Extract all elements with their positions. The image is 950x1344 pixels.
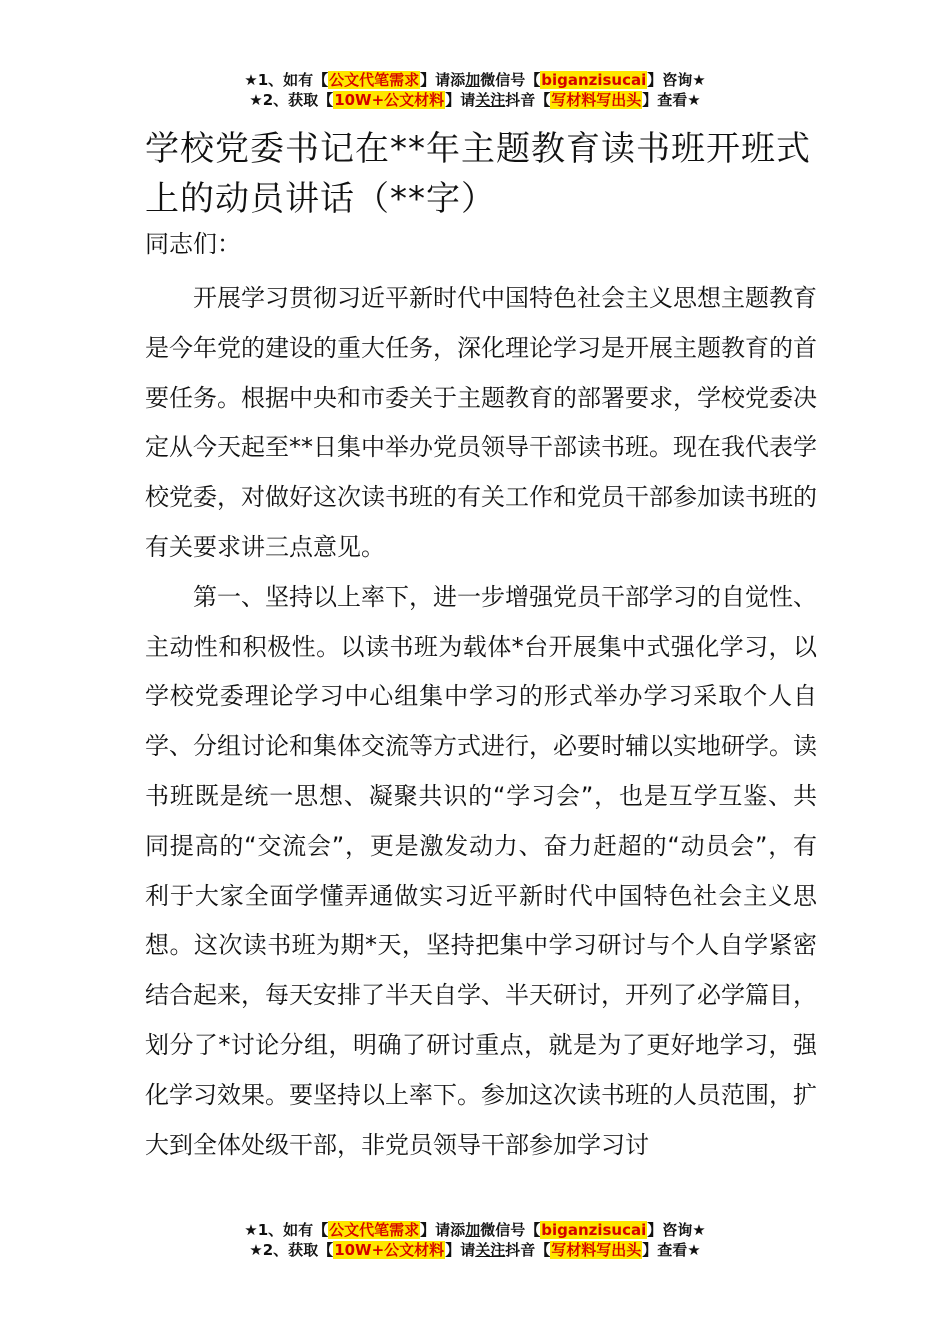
promo-text: ★2、获取【 bbox=[249, 91, 334, 109]
document-body bbox=[145, 274, 817, 1170]
promo-text: 】查看★ bbox=[642, 91, 701, 109]
promo-text: 】咨询★ bbox=[647, 1221, 706, 1239]
promo-highlight: 公文代笔需求 bbox=[329, 1221, 420, 1239]
promo-highlight: 写材料写出头 bbox=[551, 1241, 642, 1259]
promo-underlined: 关注 bbox=[475, 91, 506, 109]
salutation: 同志们： bbox=[145, 230, 241, 258]
promo-text: 】请添 bbox=[420, 1221, 466, 1239]
promo-highlight: biganzisucai bbox=[541, 71, 647, 89]
promo-underlined: 加 bbox=[465, 71, 481, 89]
promo-highlight: 10W+公文材料 bbox=[334, 1241, 445, 1259]
promo-text: 抖音【 bbox=[505, 91, 551, 109]
promo-text: ★1、如有【 bbox=[244, 1221, 329, 1239]
promo-underlined: 关注 bbox=[475, 1241, 506, 1259]
body-paragraph: 第一、坚持以上率下，进一步增强党员干部学习的自觉性、主动性和积极性。以读书班为载体*台开展集中式强化学习，以学校党委理论学习中心组集中学习的形式举办学习采取个人自学、分组讨论和集体交流等方式进行，必要时辅以实地研学。读书班既是统一思想、凝聚共识的“学习会”，也是互学互鉴、共同提高的“交流会”，更是激发动力、奋力赶超的“动员会”，有利于大家全面学懂弄通做实习近平新时代中国特色社会主义思想。这次读书班为期*天，坚持把集中学习研讨与个人自学紧密结合起来，每天安排了半天自学、半天研讨，开列了必学篇目，划分了*讨论分组，明确了研讨重点，就是为了更好地学习，强化学习效果。要坚持以上率下。参加这次读书班的人员范围，扩大到全体处级干部，非党员领导干部参加学习讨 bbox=[145, 582, 817, 1159]
promo-text: 抖音【 bbox=[505, 1241, 551, 1259]
promo-text: ★1、如有【 bbox=[244, 71, 329, 89]
promo-text: 】请添 bbox=[420, 71, 466, 89]
promo-highlight: biganzisucai bbox=[541, 1221, 647, 1239]
promo-highlight: 10W+公文材料 bbox=[334, 91, 445, 109]
promo-highlight: 公文代笔需求 bbox=[329, 71, 420, 89]
promo-highlight: 写材料写出头 bbox=[551, 91, 642, 109]
promo-line-2 bbox=[0, 90, 950, 110]
promo-text: 】咨询★ bbox=[647, 71, 706, 89]
promo-text: 】请 bbox=[445, 91, 476, 109]
promo-text: 微信号【 bbox=[480, 71, 541, 89]
promo-text: 】请 bbox=[445, 1241, 476, 1259]
promo-text: ★2、获取【 bbox=[249, 1241, 334, 1259]
promo-text: 】查看★ bbox=[642, 1241, 701, 1259]
promo-text: 微信号【 bbox=[480, 1221, 541, 1239]
document-title: 学校党委书记在**年主题教育读书班开班式上的动员讲话（**字） bbox=[145, 129, 811, 219]
body-paragraph: 开展学习贯彻习近平新时代中国特色社会主义思想主题教育是今年党的建设的重大任务，深化理论学习是开展主题教育的首要任务。根据中央和市委关于主题教育的部署要求，学校党委决定从今天起至**日集中举办党员领导干部读书班。现在我代表学校党委，对做好这次读书班的有关工作和党员干部参加读书班的有关要求讲三点意见。 bbox=[145, 284, 817, 561]
promo-underlined: 加 bbox=[465, 1221, 481, 1239]
promo-line-2 bbox=[0, 1240, 950, 1260]
promo-line-1 bbox=[0, 70, 950, 90]
promo-line-1 bbox=[0, 1220, 950, 1240]
promo-banner-bottom bbox=[0, 1220, 950, 1260]
promo-banner-top bbox=[0, 70, 950, 110]
